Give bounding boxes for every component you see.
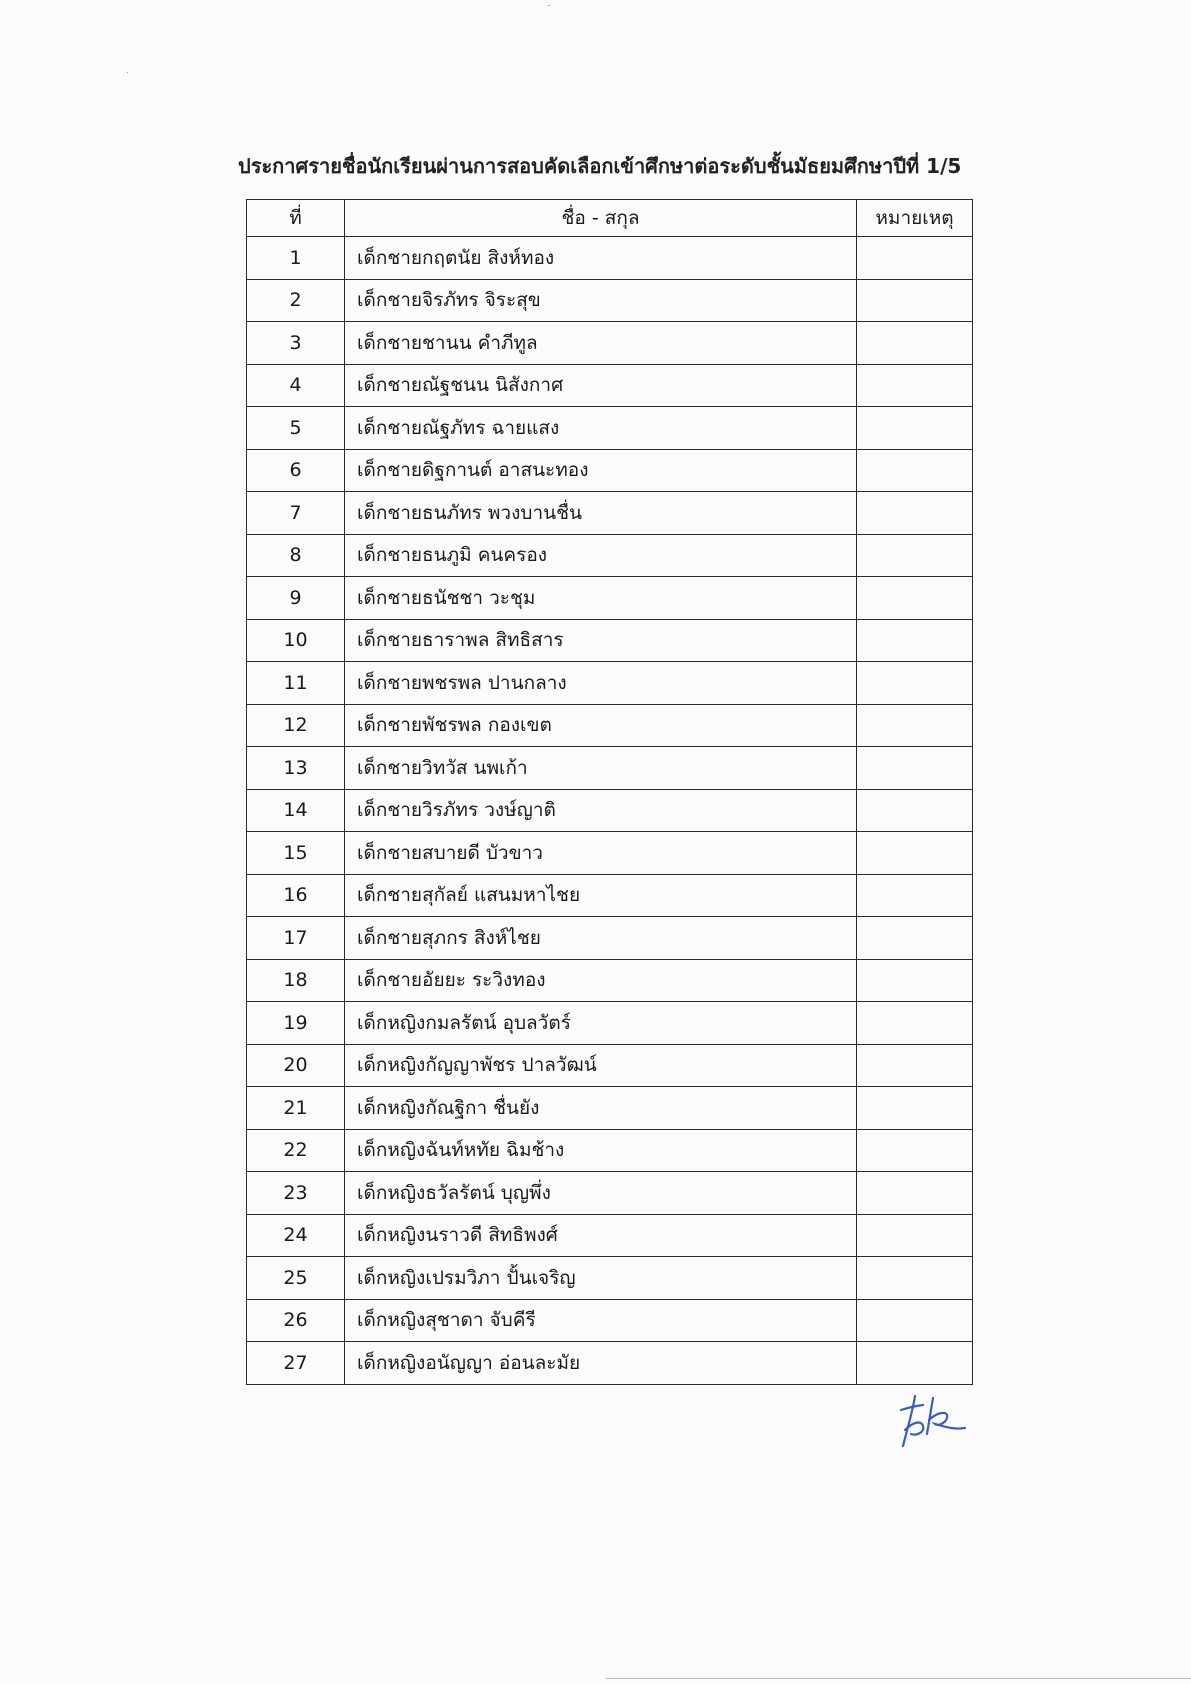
row-number: 7 (247, 492, 345, 535)
row-note (857, 1214, 973, 1257)
table-header-row (247, 200, 973, 237)
row-note (857, 662, 973, 705)
table-row (247, 917, 973, 960)
row-number: 2 (247, 279, 345, 322)
handwritten-signature (893, 1390, 973, 1450)
row-number: 10 (247, 619, 345, 662)
table-row (247, 1257, 973, 1300)
table-row (247, 1087, 973, 1130)
table-row (247, 747, 973, 790)
student-name: เด็กหญิงฉันท์หทัย ฉิมช้าง (345, 1129, 857, 1172)
student-name: เด็กชายธนภูมิ คนครอง (345, 534, 857, 577)
row-note (857, 279, 973, 322)
table-row (247, 1214, 973, 1257)
row-number: 23 (247, 1172, 345, 1215)
row-note (857, 789, 973, 832)
row-note (857, 534, 973, 577)
student-name: เด็กชายชานน คำภีทูล (345, 322, 857, 365)
row-number: 11 (247, 662, 345, 705)
row-note (857, 1299, 973, 1342)
row-number: 4 (247, 364, 345, 407)
row-number: 9 (247, 577, 345, 620)
table-row (247, 577, 973, 620)
student-name: เด็กชายพัชรพล กองเขต (345, 704, 857, 747)
student-name: เด็กชายณัฐภัทร ฉายแสง (345, 407, 857, 450)
table-row (247, 704, 973, 747)
row-note (857, 874, 973, 917)
student-name: เด็กชายสุภกร สิงห์ไชย (345, 917, 857, 960)
row-note (857, 917, 973, 960)
student-name: เด็กชายวิทวัส นพเก้า (345, 747, 857, 790)
row-note (857, 322, 973, 365)
row-number: 25 (247, 1257, 345, 1300)
row-note (857, 747, 973, 790)
row-number: 12 (247, 704, 345, 747)
row-number: 19 (247, 1002, 345, 1045)
student-name: เด็กชายสุกัลย์ แสนมหาไชย (345, 874, 857, 917)
row-number: 16 (247, 874, 345, 917)
row-number: 26 (247, 1299, 345, 1342)
row-number: 17 (247, 917, 345, 960)
row-number: 27 (247, 1342, 345, 1385)
row-number: 1 (247, 237, 345, 280)
student-name: เด็กหญิงกัญญาพัชร ปาลวัฒน์ (345, 1044, 857, 1087)
student-name: เด็กชายวิรภัทร วงษ์ญาติ (345, 789, 857, 832)
table-body (247, 237, 973, 1385)
row-note (857, 704, 973, 747)
row-note (857, 1257, 973, 1300)
table-row (247, 322, 973, 365)
row-note (857, 1172, 973, 1215)
table-row (247, 789, 973, 832)
row-number: 8 (247, 534, 345, 577)
student-name: เด็กชายณัฐชนน นิสังกาศ (345, 364, 857, 407)
row-note (857, 619, 973, 662)
row-note (857, 577, 973, 620)
row-number: 14 (247, 789, 345, 832)
row-number: 22 (247, 1129, 345, 1172)
document-title: ประกาศรายชื่อนักเรียนผ่านการสอบคัดเลือกเข้าศึกษาต่อระดับชั้นมัธยมศึกษาปีที่ 1/5 (238, 154, 962, 178)
row-note (857, 449, 973, 492)
student-name: เด็กชายพชรพล ปานกลาง (345, 662, 857, 705)
row-note (857, 832, 973, 875)
table-row (247, 662, 973, 705)
row-note (857, 364, 973, 407)
student-name: เด็กชายสบายดี บัวขาว (345, 832, 857, 875)
table-row (247, 1172, 973, 1215)
student-name: เด็กชายธนภัทร พวงบานชื่น (345, 492, 857, 535)
table-row (247, 279, 973, 322)
table-row (247, 364, 973, 407)
table-row (247, 1002, 973, 1045)
row-number: 3 (247, 322, 345, 365)
table-row (247, 492, 973, 535)
column-header-name: ชื่อ - สกุล (345, 200, 857, 237)
student-roster-table (246, 199, 973, 1385)
student-name: เด็กชายกฤตนัย สิงห์ทอง (345, 237, 857, 280)
row-number: 5 (247, 407, 345, 450)
scan-edge-line (606, 1678, 1191, 1679)
row-number: 15 (247, 832, 345, 875)
row-note (857, 1044, 973, 1087)
student-name: เด็กชายธนัชชา วะชุม (345, 577, 857, 620)
row-note (857, 492, 973, 535)
student-name: เด็กหญิงธวัลรัตน์ บุญพึ่ง (345, 1172, 857, 1215)
student-name: เด็กหญิงสุชาดา จับคีรี (345, 1299, 857, 1342)
scan-speck (127, 72, 128, 73)
table-row (247, 874, 973, 917)
student-name: เด็กชายอัยยะ ระวิงทอง (345, 959, 857, 1002)
student-name: เด็กหญิงนราวดี สิทธิพงศ์ (345, 1214, 857, 1257)
row-number: 6 (247, 449, 345, 492)
column-header-number: ที่ (247, 200, 345, 237)
table-row (247, 619, 973, 662)
row-note (857, 959, 973, 1002)
table-row (247, 1342, 973, 1385)
table-row (247, 407, 973, 450)
student-name: เด็กหญิงกมลรัตน์ อุบลวัตร์ (345, 1002, 857, 1045)
student-name: เด็กหญิงกัณฐิกา ชื่นยัง (345, 1087, 857, 1130)
row-note (857, 1002, 973, 1045)
student-name: เด็กชายจิรภัทร จิระสุข (345, 279, 857, 322)
row-note (857, 1129, 973, 1172)
row-number: 20 (247, 1044, 345, 1087)
table-row (247, 534, 973, 577)
table-row (247, 449, 973, 492)
row-note (857, 1087, 973, 1130)
row-note (857, 407, 973, 450)
scan-speck (548, 5, 550, 6)
table-row (247, 1129, 973, 1172)
student-name: เด็กหญิงอนัญญา อ่อนละมัย (345, 1342, 857, 1385)
row-note (857, 237, 973, 280)
table-row (247, 1044, 973, 1087)
table-row (247, 832, 973, 875)
student-name: เด็กหญิงเปรมวิภา ปั้นเจริญ (345, 1257, 857, 1300)
row-number: 18 (247, 959, 345, 1002)
row-note (857, 1342, 973, 1385)
table-row (247, 237, 973, 280)
student-name: เด็กชายดิฐกานต์ อาสนะทอง (345, 449, 857, 492)
row-number: 24 (247, 1214, 345, 1257)
table-row (247, 1299, 973, 1342)
student-name: เด็กชายธาราพล สิทธิสาร (345, 619, 857, 662)
column-header-note: หมายเหตุ (857, 200, 973, 237)
row-number: 21 (247, 1087, 345, 1130)
table-row (247, 959, 973, 1002)
row-number: 13 (247, 747, 345, 790)
